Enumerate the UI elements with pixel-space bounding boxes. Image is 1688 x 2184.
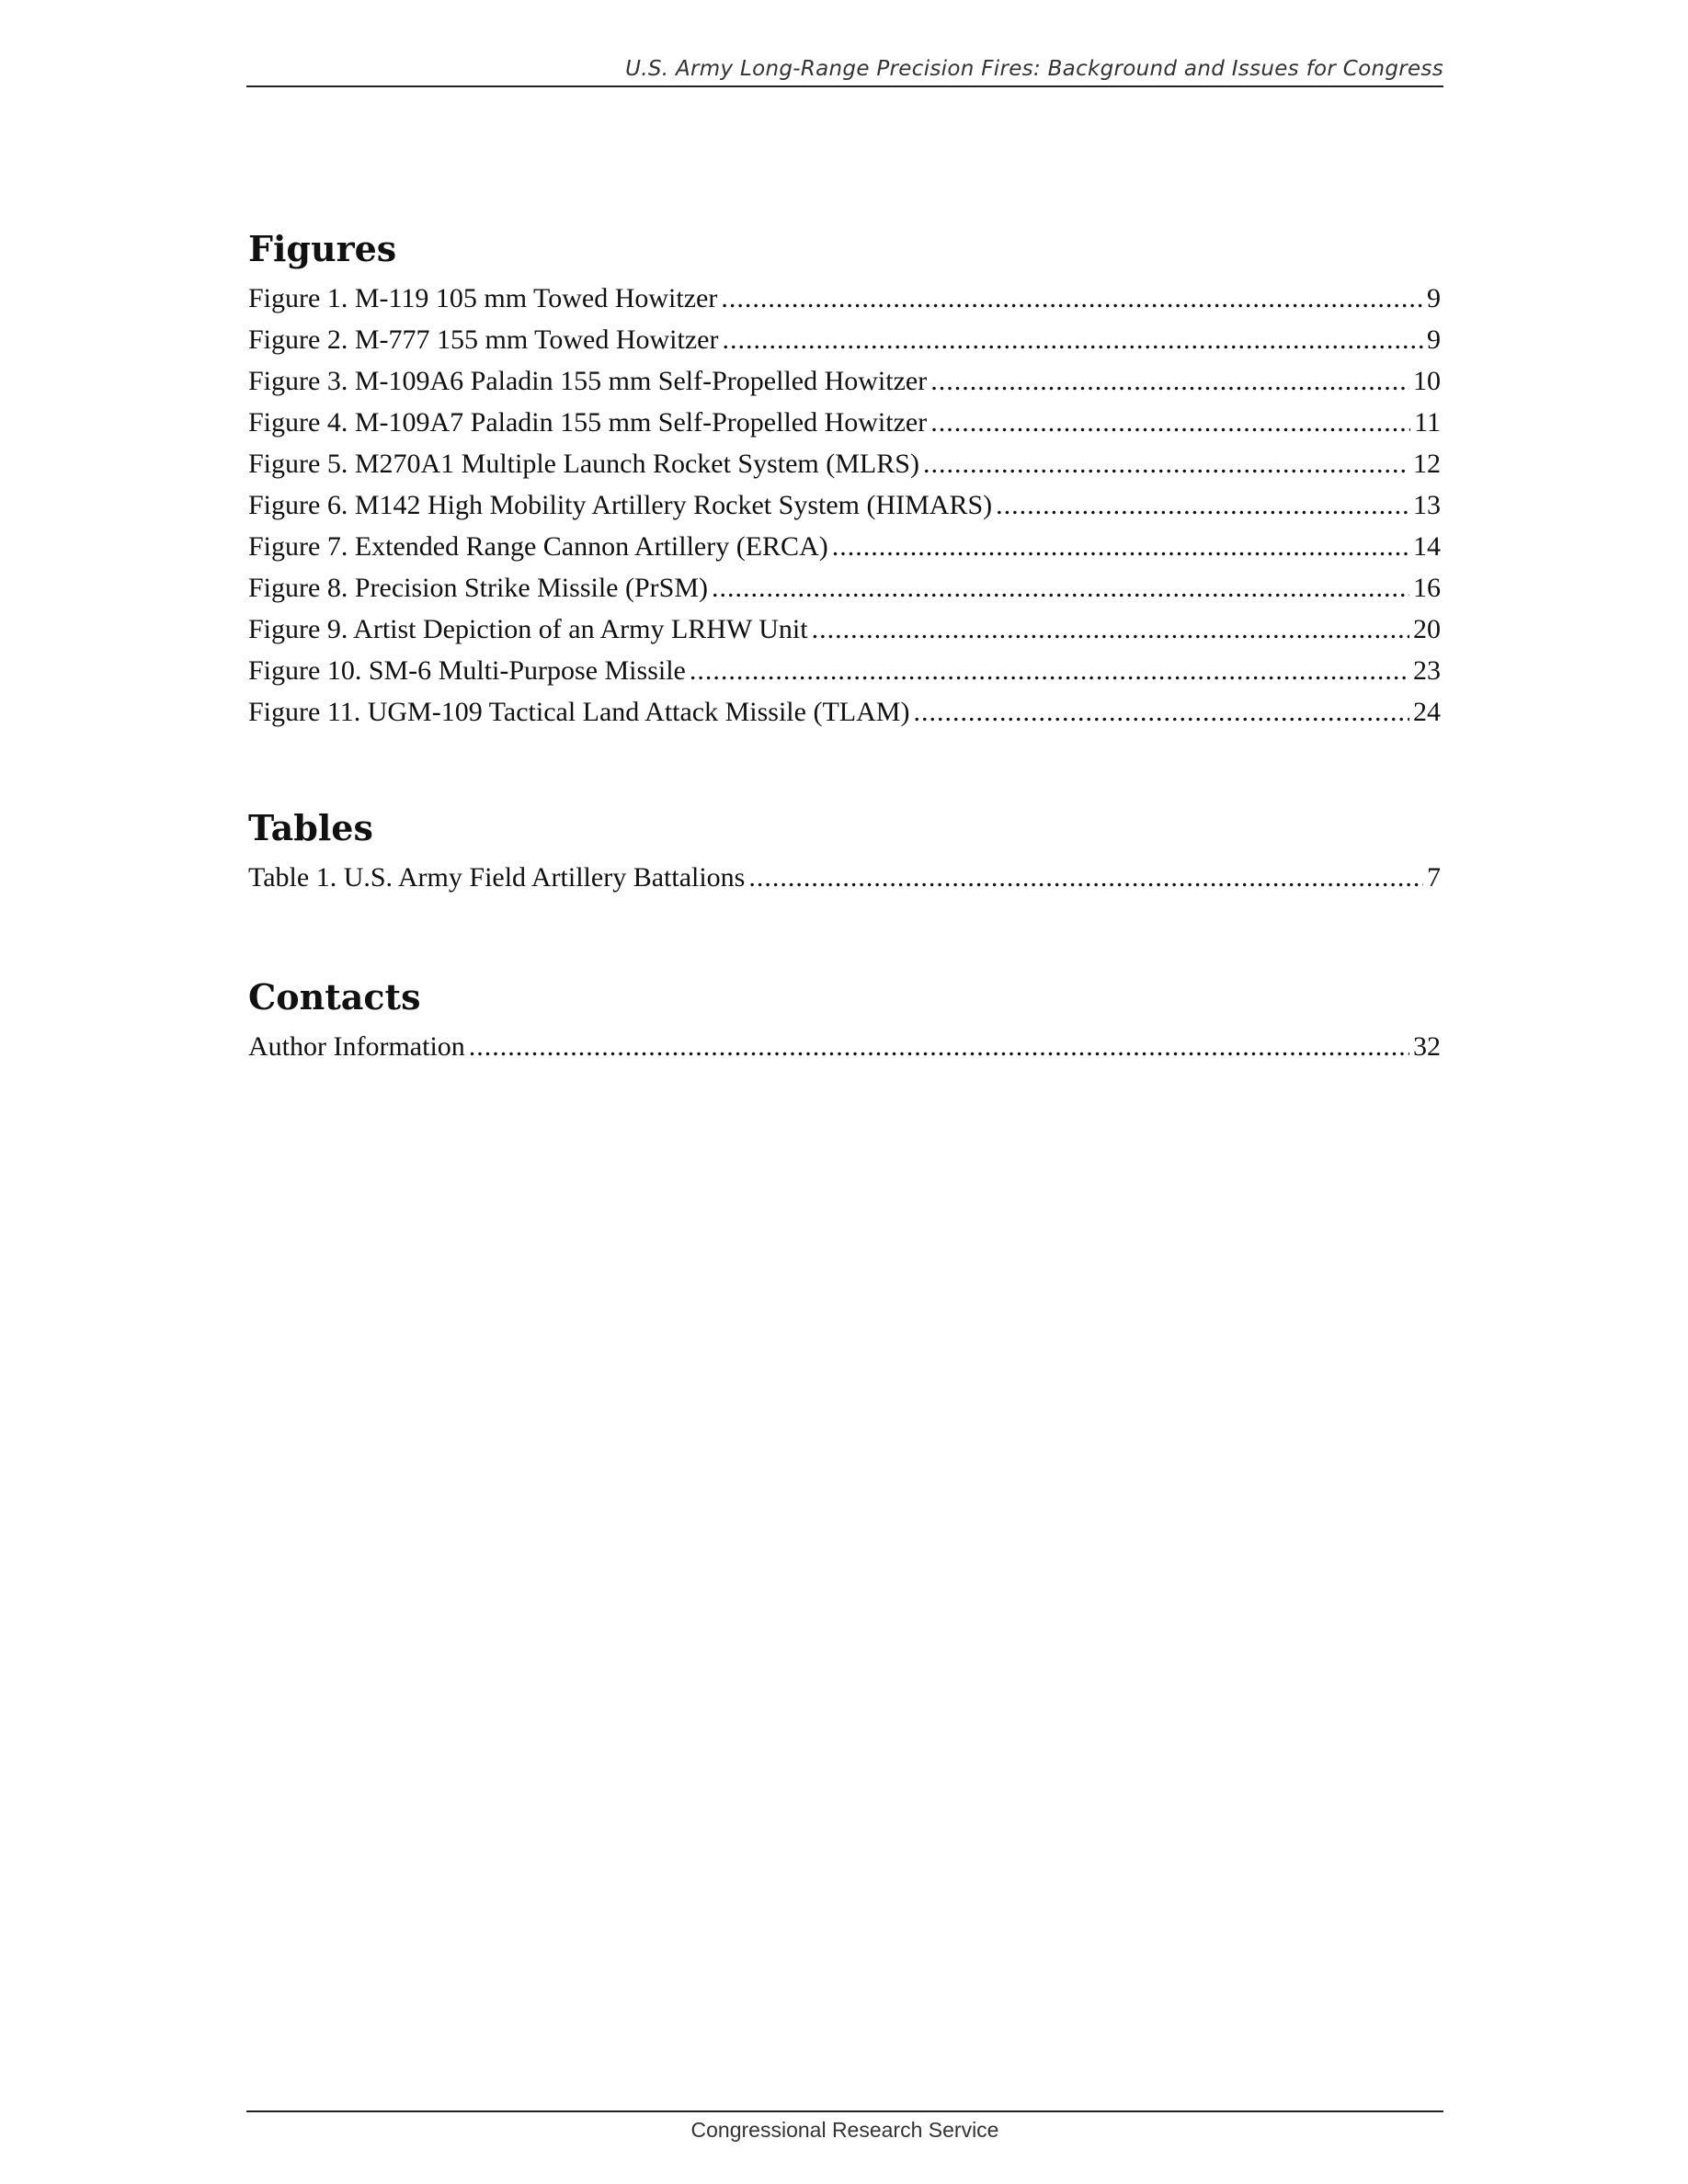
figures-section bbox=[248, 226, 1441, 733]
toc-entry-label: Figure 5. M270A1 Multiple Launch Rocket System (MLRS) bbox=[248, 449, 919, 479]
toc-entry[interactable] bbox=[248, 609, 1441, 650]
toc-dot-leader bbox=[923, 443, 1409, 484]
toc-entry-label: Figure 10. SM-6 Multi-Purpose Missile bbox=[248, 655, 686, 686]
toc-entry[interactable] bbox=[248, 402, 1441, 443]
running-footer: Congressional Research Service bbox=[690, 2118, 999, 2142]
tables-list bbox=[248, 857, 1441, 898]
toc-entry[interactable] bbox=[248, 278, 1441, 319]
toc-entry-label: Figure 7. Extended Range Cannon Artillery (ERCA) bbox=[248, 531, 828, 562]
contacts-heading: Contacts bbox=[248, 976, 421, 1018]
toc-entry-page-number: 12 bbox=[1413, 449, 1441, 479]
toc-entry-label: Author Information bbox=[248, 1031, 465, 1062]
toc-entry-page-number: 32 bbox=[1413, 1031, 1441, 1062]
toc-dot-leader bbox=[930, 402, 1410, 443]
toc-entry-label: Figure 6. M142 High Mobility Artillery Rocket System (HIMARS) bbox=[248, 490, 993, 520]
toc-entry-label: Figure 1. M-119 105 mm Towed Howitzer bbox=[248, 283, 718, 313]
toc-entry-page-number: 14 bbox=[1413, 531, 1441, 562]
toc-entry[interactable] bbox=[248, 443, 1441, 484]
toc-dot-leader bbox=[748, 857, 1423, 898]
toc-entry-label: Figure 4. M-109A7 Paladin 155 mm Self-Propelled Howitzer bbox=[248, 407, 928, 438]
header-rule bbox=[246, 85, 1443, 87]
toc-entry-page-number: 9 bbox=[1427, 283, 1441, 313]
toc-entry-label: Figure 8. Precision Strike Missile (PrSM) bbox=[248, 573, 708, 603]
tables-heading: Tables bbox=[248, 807, 373, 848]
toc-entry[interactable] bbox=[248, 526, 1441, 567]
toc-entry[interactable] bbox=[248, 360, 1441, 402]
toc-entry-page-number: 20 bbox=[1413, 614, 1441, 644]
toc-dot-leader bbox=[913, 691, 1409, 733]
toc-dot-leader bbox=[930, 360, 1409, 402]
toc-entry-label: Figure 11. UGM-109 Tactical Land Attack Missile (TLAM) bbox=[248, 697, 910, 727]
toc-entry-page-number: 11 bbox=[1414, 407, 1441, 438]
tables-section bbox=[248, 805, 1441, 898]
toc-entry-page-number: 13 bbox=[1413, 490, 1441, 520]
toc-dot-leader bbox=[996, 484, 1409, 526]
toc-entry[interactable] bbox=[248, 650, 1441, 691]
toc-entry[interactable] bbox=[248, 567, 1441, 609]
toc-entry-page-number: 7 bbox=[1427, 862, 1441, 893]
toc-dot-leader bbox=[469, 1026, 1409, 1067]
toc-entry[interactable] bbox=[248, 319, 1441, 360]
figures-list bbox=[248, 278, 1441, 733]
toc-entry[interactable] bbox=[248, 691, 1441, 733]
toc-entry-label: Figure 2. M-777 155 mm Towed Howitzer bbox=[248, 324, 719, 355]
toc-entry-label: Figure 3. M-109A6 Paladin 155 mm Self-Propelled Howitzer bbox=[248, 366, 928, 396]
toc-entry[interactable] bbox=[248, 857, 1441, 898]
contacts-list bbox=[248, 1026, 1441, 1067]
figures-heading: Figures bbox=[248, 228, 397, 269]
toc-entry-page-number: 24 bbox=[1413, 697, 1441, 727]
toc-dot-leader bbox=[722, 319, 1423, 360]
footer-rule bbox=[246, 2110, 1443, 2112]
toc-dot-leader bbox=[690, 650, 1409, 691]
toc-entry-page-number: 16 bbox=[1413, 573, 1441, 603]
toc-entry[interactable] bbox=[248, 1026, 1441, 1067]
toc-dot-leader bbox=[721, 278, 1423, 319]
toc-dot-leader bbox=[712, 567, 1409, 609]
toc-entry[interactable] bbox=[248, 484, 1441, 526]
contacts-section bbox=[248, 974, 1441, 1067]
toc-dot-leader bbox=[832, 526, 1409, 567]
toc-entry-label: Table 1. U.S. Army Field Artillery Battalions bbox=[248, 862, 746, 893]
toc-entry-page-number: 23 bbox=[1413, 655, 1441, 686]
toc-entry-page-number: 10 bbox=[1413, 366, 1441, 396]
toc-entry-label: Figure 9. Artist Depiction of an Army LRHW Unit bbox=[248, 614, 808, 644]
toc-dot-leader bbox=[812, 609, 1409, 650]
toc-entry-page-number: 9 bbox=[1427, 324, 1441, 355]
running-header: U.S. Army Long-Range Precision Fires: Background and Issues for Congress bbox=[625, 57, 1443, 81]
